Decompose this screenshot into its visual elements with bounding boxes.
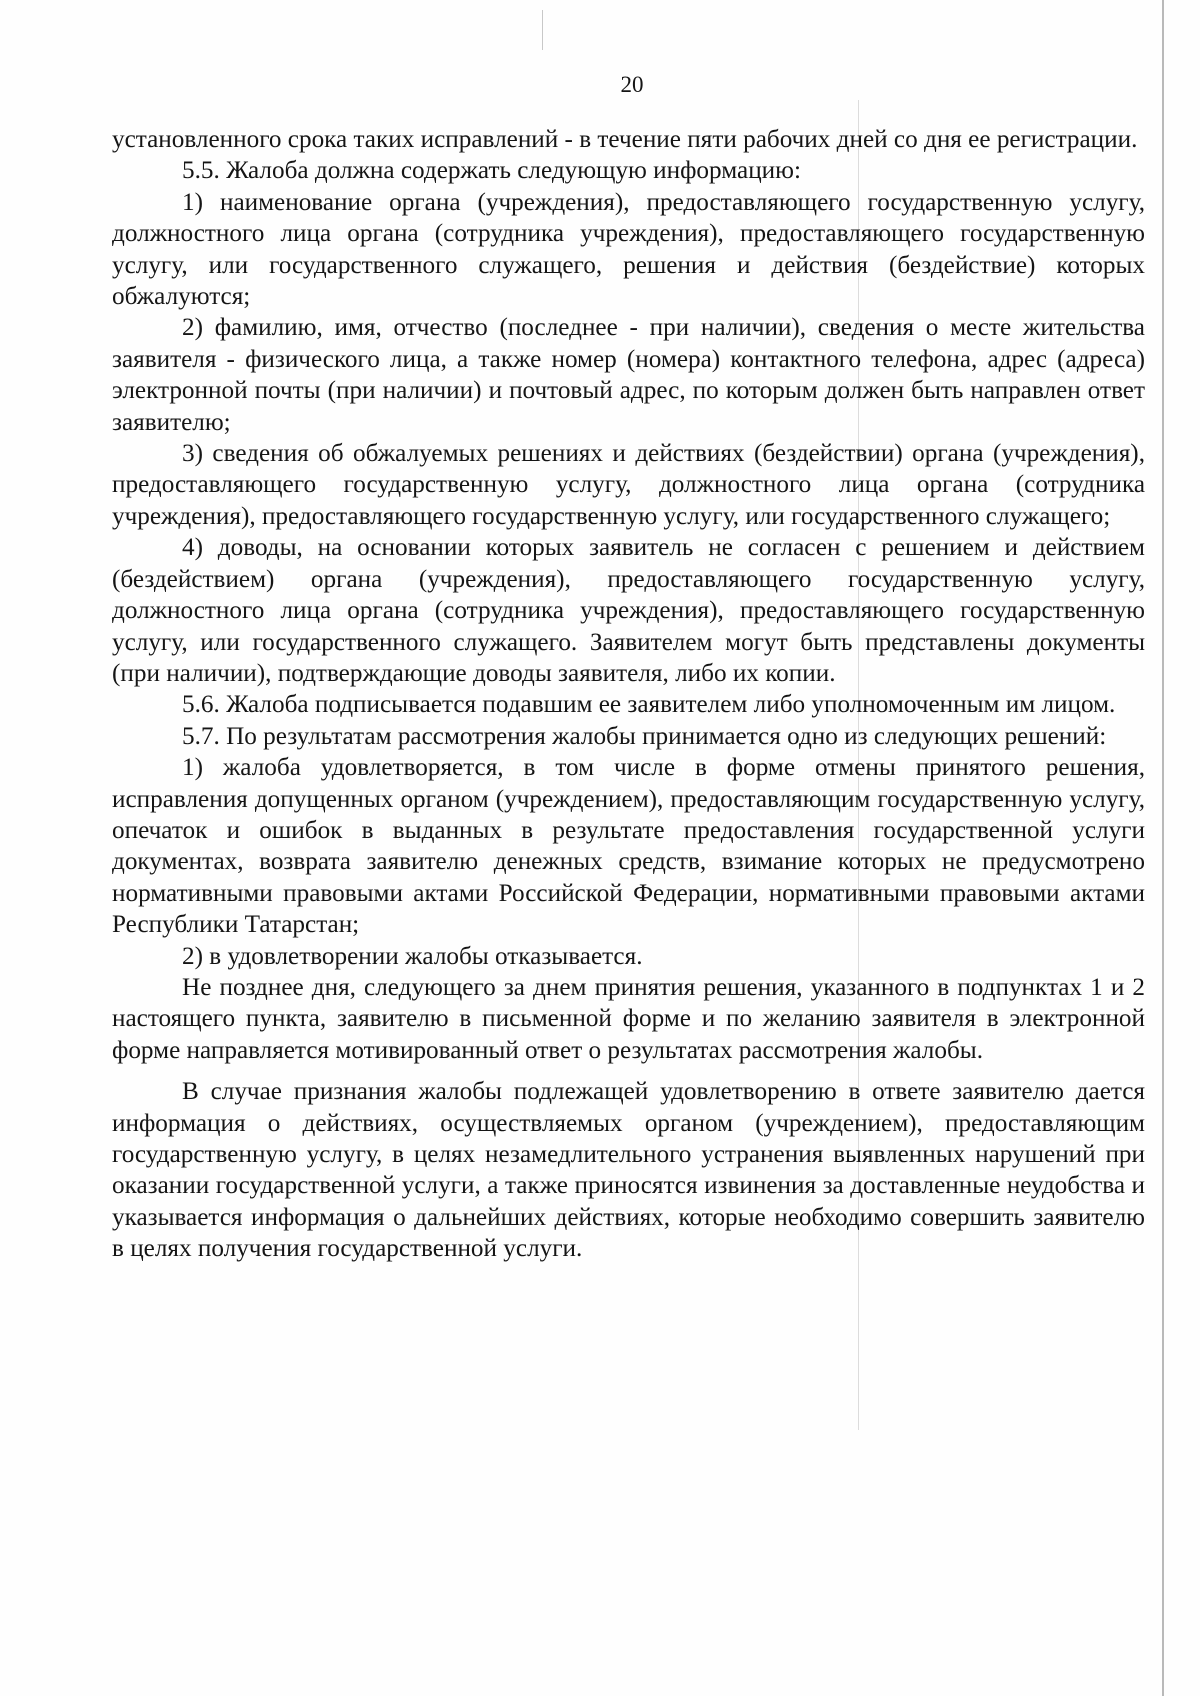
paragraph-5-5-item-4: 4) доводы, на основании которых заявитель не согласен с решением и действием (бездействием) органа (учреждения), предоставляющего государственную услугу, должностного лица органа (сотрудника учреждения), предоставляющего государственную услугу, или государственного служащего. Заявителем могут быть представлены документы (при наличии), подтверждающие доводы заявителя, либо их копии.	[112, 534, 1145, 687]
paragraph-5-5-item-1: 1) наименование органа (учреждения), предоставляющего государственную услугу, должностного лица органа (сотрудника учреждения), предоставляющего государственную услугу, или государственного служащего, решения и действия (бездействие) которых обжалуются;	[112, 188, 1145, 311]
paragraph-5-5-item-2: 2) фамилию, имя, отчество (последнее - при наличии), сведения о месте жительства заявителя - физического лица, а также номер (номера) контактного телефона, адрес (адреса) электронной почты (при наличии) и почтовый адрес, по которым должен быть направлен ответ заявителю;	[112, 314, 1145, 436]
paragraph-response-deadline: Не позднее дня, следующего за днем принятия решения, указанного в подпунктах 1 и 2 настоящего пункта, заявителю в письменной форме и по желанию заявителя в электронной форме направляется мотивированный ответ о результатах рассмотрения жалобы.	[112, 973, 1145, 1064]
document-body	[112, 124, 1145, 1265]
paragraph-5-5-item-3: 3) сведения об обжалуемых решениях и действиях (бездействии) органа (учреждения), предоставляющего государственную услугу, должностного лица органа (сотрудника учреждения), предоставляющего государственную услугу, или государственного служащего;	[112, 440, 1145, 530]
paragraph-5-5: 5.5. Жалоба должна содержать следующую информацию:	[182, 157, 801, 185]
scan-artifact-right-edge	[1162, 0, 1164, 1696]
paragraph-5-7: 5.7. По результатам рассмотрения жалобы принимается одно из следующих решений:	[182, 722, 1107, 750]
paragraph-satisfied-complaint: В случае признания жалобы подлежащей удовлетворению в ответе заявителю дается информация о действиях, осуществляемых органом (учреждением), предоставляющим государственную услугу, в целях незамедлительного устранения выявленных нарушений при оказании государственной услуги, а также приносятся извинения за доставленные неудобства и указывается информация о дальнейших действиях, которые необходимо совершить заявителю в целях получения государственной услуги.	[112, 1078, 1145, 1263]
paragraph-5-7-item-2: 2) в удовлетворении жалобы отказывается.	[182, 942, 643, 970]
paragraph-continuation: установленного срока таких исправлений - в течение пяти рабочих дней со дня ее регистрации.	[112, 126, 1138, 153]
paragraph-5-6: 5.6. Жалоба подписывается подавшим ее заявителем либо уполномоченным им лицом.	[182, 691, 1116, 719]
page-number: 20	[620, 72, 644, 97]
paragraph-5-7-item-1: 1) жалоба удовлетворяется, в том числе в форме отмены принятого решения, исправления допущенных органом (учреждением), предоставляющим государственную услугу, опечаток и ошибок в выданных в результате предоставления государственной услуги документах, возврата заявителю денежных средств, взимание которых не предусмотрено нормативными правовыми актами Российской Федерации, нормативными правовыми актами Республики Татарстан;	[112, 754, 1145, 939]
scan-artifact-top	[542, 10, 543, 50]
